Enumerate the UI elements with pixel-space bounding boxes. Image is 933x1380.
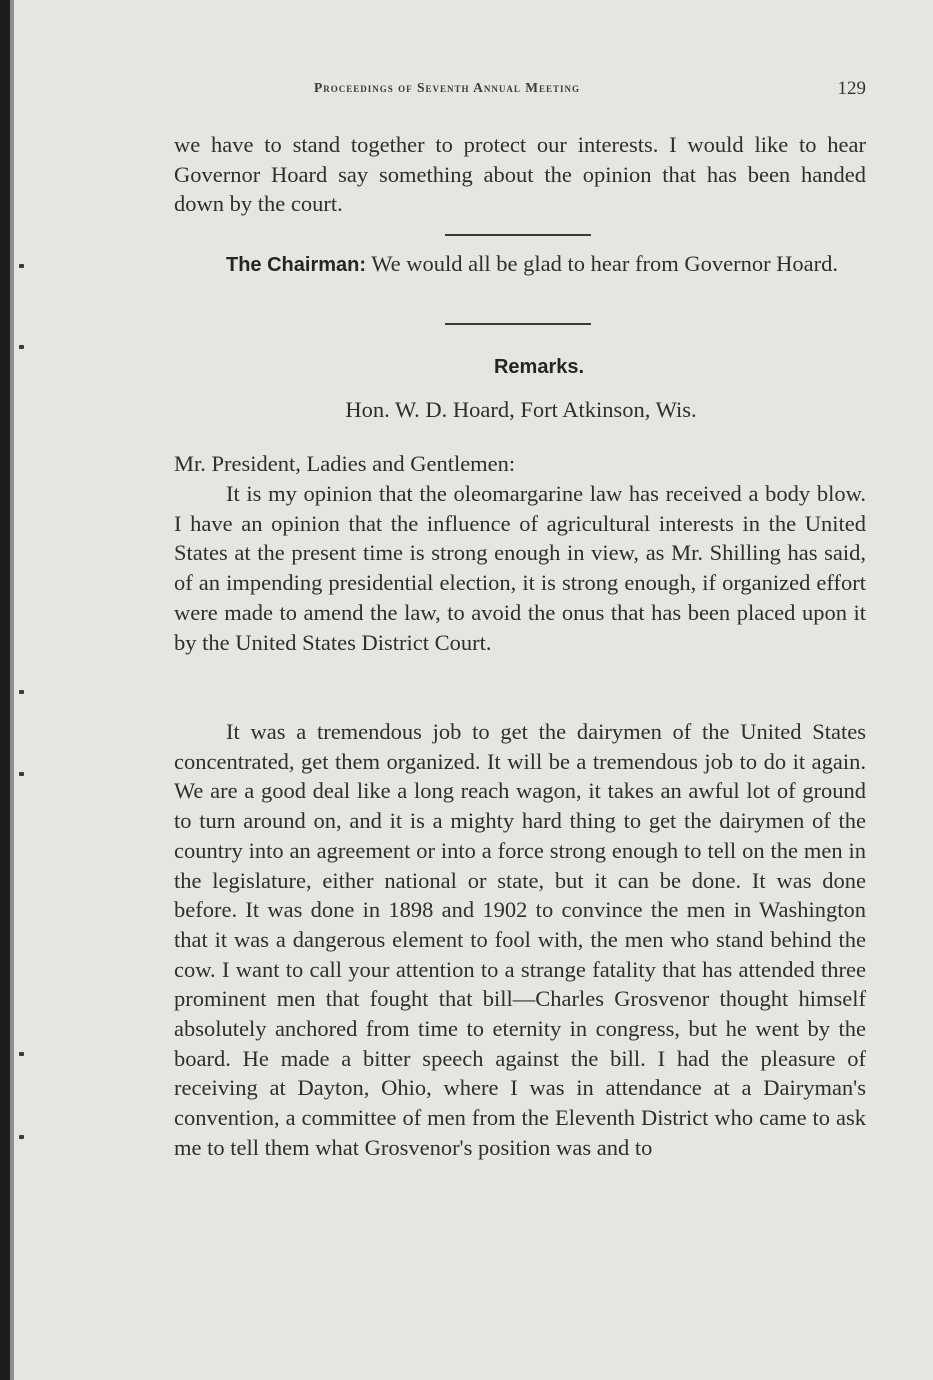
margin-mark — [19, 772, 24, 776]
running-head: Proceedings of Seventh Annual Meeting — [314, 80, 581, 95]
speaker-label: The Chairman: — [226, 254, 367, 276]
margin-mark — [19, 1052, 24, 1056]
margin-mark — [19, 345, 24, 349]
page-binding-edge — [0, 0, 10, 1380]
divider-rule — [445, 323, 591, 325]
chairman-text: We would all be glad to hear from Governor Hoard. — [366, 251, 839, 276]
margin-mark — [19, 1135, 24, 1139]
section-title: Remarks. — [493, 356, 585, 378]
paragraph-2: It was a tremendous job to get the dairymen of the United States concentrated, get them organized. It will be a tremendous job to do it again. We are a good deal like a long reach wagon, it takes an awful lot of ground to turn around on, and it is a mighty hard thing to get the dairymen of the country into an agreement or into a force strong enough to tell on the men in the legislature, either national or state, but it can be done. It was done before. It was done in 1898 and 1902 to convince the men in Washington that it was a dangerous element to fool with, the men who stand behind the cow. I want to call your attention to a strange fatality that has attended three prominent men that fought that bill—Charles Grosvenor thought himself absolutely anchored from time to eternity in congress, but he went by the board. He made a bitter speech against the bill. I had the pleasure of receiving at Dayton, Ohio, where I was in attendance at a Dairyman's convention, a committee of men from the Eleventh District who came to ask me to tell them what Grosvenor's position was and to — [174, 719, 866, 1160]
salutation: Mr. President, Ladies and Gentlemen: — [174, 451, 516, 476]
margin-mark — [19, 690, 24, 694]
page-header — [174, 80, 866, 104]
page-binding-shadow — [10, 0, 14, 1380]
margin-mark — [19, 264, 24, 268]
chairman-paragraph — [174, 249, 866, 281]
paragraph-1: It is my opinion that the oleomargarine law has received a body blow. I have an opinion that the influence of agricultural interests in the United States at the present time is strong enough in view, as Mr. Shilling has said, of an impending presidential election, it is strong enough, if organized effort were made to amend the law, to avoid the onus that has been placed upon it by the United States District Court. — [174, 481, 866, 655]
page-number: 129 — [837, 78, 866, 99]
continued-paragraph: we have to stand together to protect our interests. I would like to hear Governor Hoard say something about the opinion that has been handed down by the court. — [174, 132, 866, 217]
byline: Hon. W. D. Hoard, Fort Atkinson, Wis. — [345, 397, 697, 422]
divider-rule — [445, 234, 591, 236]
